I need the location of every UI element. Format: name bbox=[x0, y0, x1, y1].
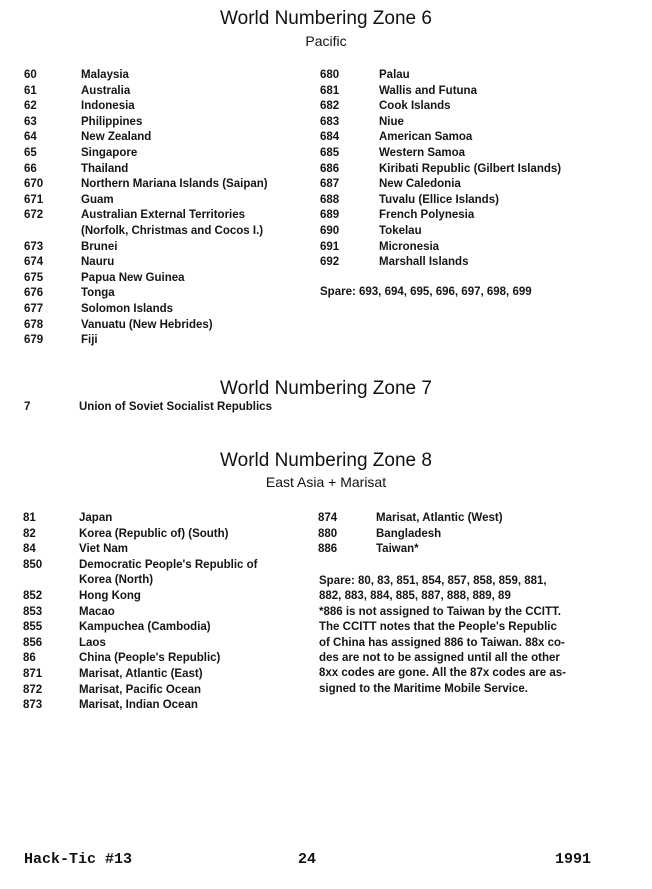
list-item bbox=[24, 333, 314, 349]
list-item bbox=[320, 99, 620, 115]
list-item bbox=[320, 162, 620, 178]
country-name: (Norfolk, Christmas and Cocos I.) bbox=[81, 224, 264, 237]
country-name: Taiwan* bbox=[376, 543, 419, 556]
list-item bbox=[23, 605, 313, 621]
country-code: 691 bbox=[320, 240, 340, 253]
country-name: Bangladesh bbox=[376, 527, 442, 540]
note-line: Spare: 80, 83, 851, 854, 857, 858, 859, 881, bbox=[319, 575, 547, 587]
country-name: Western Samoa bbox=[379, 146, 466, 159]
country-name: Thailand bbox=[81, 162, 129, 175]
country-name: Marisat, Indian Ocean bbox=[79, 699, 198, 712]
country-name: Japan bbox=[79, 512, 113, 524]
country-name: Kiribati Republic (Gilbert Islands) bbox=[379, 162, 562, 175]
list-item bbox=[23, 698, 313, 714]
note-line: *886 is not assigned to Taiwan by the CCITT. bbox=[319, 605, 561, 618]
country-name: Philippines bbox=[81, 115, 143, 128]
country-code: 675 bbox=[24, 271, 44, 284]
country-name: Vanuatu (New Hebrides) bbox=[81, 318, 213, 331]
list-item bbox=[318, 527, 618, 543]
country-code: 679 bbox=[24, 334, 44, 347]
country-code: 671 bbox=[24, 193, 44, 206]
country-code: 692 bbox=[320, 256, 340, 269]
list-item bbox=[23, 527, 313, 543]
country-code: 672 bbox=[24, 209, 44, 222]
list-item bbox=[320, 146, 620, 162]
country-code: 871 bbox=[23, 667, 43, 680]
country-name: Fiji bbox=[81, 334, 98, 347]
country-code: 682 bbox=[320, 100, 340, 113]
country-name: Indonesia bbox=[81, 100, 135, 113]
zone8-notes bbox=[319, 574, 619, 697]
list-item bbox=[320, 208, 620, 224]
country-name: Singapore bbox=[81, 146, 138, 159]
zone8-subtitle: East Asia + Marisat bbox=[265, 474, 387, 490]
country-name: Kampuchea (Cambodia) bbox=[79, 621, 211, 634]
country-code: 81 bbox=[23, 512, 36, 524]
country-code: 880 bbox=[318, 527, 338, 540]
country-code: 853 bbox=[23, 605, 43, 618]
country-code: 852 bbox=[23, 589, 43, 602]
list-item bbox=[24, 146, 314, 162]
list-item bbox=[23, 620, 313, 636]
country-name: Hong Kong bbox=[79, 589, 141, 602]
country-code: 674 bbox=[24, 256, 44, 269]
country-name: Nauru bbox=[81, 256, 115, 269]
country-code: 687 bbox=[320, 178, 340, 191]
country-name: Micronesia bbox=[379, 240, 440, 253]
list-item bbox=[23, 683, 313, 699]
list-item bbox=[320, 224, 620, 240]
country-code: 855 bbox=[23, 621, 43, 634]
country-code: 676 bbox=[24, 287, 44, 300]
note-line: 882, 883, 884, 885, 887, 888, 889, 89 bbox=[319, 590, 511, 603]
country-code: 84 bbox=[23, 543, 36, 556]
country-name: American Samoa bbox=[379, 131, 473, 144]
list-item bbox=[320, 240, 620, 256]
country-code: 673 bbox=[24, 240, 44, 253]
country-name: French Polynesia bbox=[379, 209, 475, 222]
country-name: Malaysia bbox=[81, 69, 129, 81]
country-code: 886 bbox=[318, 543, 338, 556]
list-item bbox=[23, 511, 313, 527]
list-item bbox=[320, 84, 620, 100]
country-name: Northern Mariana Islands (Saipan) bbox=[81, 178, 268, 191]
country-code: 677 bbox=[24, 302, 44, 315]
list-item bbox=[23, 667, 313, 683]
country-code: 874 bbox=[318, 512, 338, 524]
zone7-country: Union of Soviet Socialist Republics bbox=[79, 401, 272, 413]
list-item bbox=[24, 224, 314, 240]
country-code: 63 bbox=[24, 115, 37, 128]
list-item bbox=[318, 542, 618, 558]
country-name: New Caledonia bbox=[379, 178, 461, 191]
country-code: 689 bbox=[320, 209, 340, 222]
list-item bbox=[24, 240, 314, 256]
list-item bbox=[320, 115, 620, 131]
note-line: des are not to be assigned until all the other bbox=[319, 651, 560, 664]
country-name: Marshall Islands bbox=[379, 256, 469, 269]
list-item bbox=[24, 68, 314, 84]
zone6-title: World Numbering Zone 6 bbox=[220, 8, 432, 29]
country-code: 683 bbox=[320, 115, 340, 128]
list-item bbox=[24, 318, 314, 334]
country-name: Tokelau bbox=[379, 224, 422, 237]
country-name: Guam bbox=[81, 193, 114, 206]
country-name: Viet Nam bbox=[79, 543, 129, 556]
country-name: Papua New Guinea bbox=[81, 271, 185, 284]
country-name: Australia bbox=[81, 84, 131, 97]
list-item bbox=[24, 302, 314, 318]
list-item bbox=[23, 589, 313, 605]
zone8-left-list bbox=[23, 511, 313, 714]
list-item bbox=[24, 84, 314, 100]
list-item bbox=[23, 542, 313, 558]
country-name: Macao bbox=[79, 605, 115, 618]
country-name: Marisat, Atlantic (East) bbox=[79, 667, 203, 680]
country-name: Niue bbox=[379, 115, 404, 128]
country-name: Laos bbox=[79, 636, 106, 649]
list-item bbox=[320, 130, 620, 146]
list-item bbox=[23, 636, 313, 652]
country-name: Australian External Territories bbox=[81, 209, 246, 222]
list-item bbox=[318, 511, 618, 527]
country-code: 685 bbox=[320, 146, 340, 159]
country-code: 873 bbox=[23, 699, 43, 712]
list-item bbox=[320, 255, 620, 271]
country-code: 680 bbox=[320, 69, 340, 81]
list-item bbox=[23, 651, 313, 667]
note-line: of China has assigned 886 to Taiwan. 88x co- bbox=[319, 636, 565, 649]
country-code: 690 bbox=[320, 224, 340, 237]
country-code: 60 bbox=[24, 69, 37, 81]
list-item bbox=[24, 177, 314, 193]
country-code: 61 bbox=[24, 84, 37, 97]
country-code: 872 bbox=[23, 683, 43, 696]
list-item bbox=[23, 573, 313, 589]
zone6-subtitle: Pacific bbox=[305, 33, 347, 49]
zone6-left-list bbox=[24, 68, 314, 349]
zone7-title: World Numbering Zone 7 bbox=[220, 378, 432, 399]
list-item bbox=[24, 271, 314, 287]
country-code: 850 bbox=[23, 558, 43, 571]
country-name: Cook Islands bbox=[379, 100, 451, 113]
list-item bbox=[24, 208, 314, 224]
country-name: Brunei bbox=[81, 240, 118, 253]
country-code: 688 bbox=[320, 193, 340, 206]
country-name: Marisat, Atlantic (West) bbox=[376, 512, 503, 524]
country-name: Korea (North) bbox=[79, 574, 154, 587]
list-item bbox=[320, 68, 620, 84]
country-name: New Zealand bbox=[81, 131, 152, 144]
country-code: 86 bbox=[23, 652, 36, 665]
country-code: 66 bbox=[24, 162, 37, 175]
list-item bbox=[23, 558, 313, 574]
zone6-right-list bbox=[320, 68, 620, 271]
list-item bbox=[24, 99, 314, 115]
list-item bbox=[24, 193, 314, 209]
list-item bbox=[320, 193, 620, 209]
country-code: 678 bbox=[24, 318, 44, 331]
footer-year: 1991 bbox=[555, 851, 592, 868]
country-code: 64 bbox=[24, 131, 37, 144]
country-name: Tonga bbox=[81, 287, 115, 300]
country-code: 686 bbox=[320, 162, 340, 175]
country-name: Marisat, Pacific Ocean bbox=[79, 683, 202, 696]
country-code: 681 bbox=[320, 84, 340, 97]
country-code: 856 bbox=[23, 636, 43, 649]
country-code: 82 bbox=[23, 527, 36, 540]
country-name: Palau bbox=[379, 69, 410, 81]
country-name: Tuvalu (Ellice Islands) bbox=[379, 193, 499, 206]
list-item bbox=[24, 115, 314, 131]
list-item bbox=[320, 177, 620, 193]
list-item bbox=[24, 255, 314, 271]
country-code: 62 bbox=[24, 100, 37, 113]
list-item bbox=[24, 286, 314, 302]
zone7-code: 7 bbox=[24, 401, 31, 413]
country-name: China (People's Republic) bbox=[79, 652, 221, 665]
list-item bbox=[24, 130, 314, 146]
country-code: 65 bbox=[24, 146, 37, 159]
note-line: The CCITT notes that the People's Republic bbox=[319, 621, 557, 634]
list-item bbox=[24, 162, 314, 178]
note-line: 8xx codes are gone. All the 87x codes are as- bbox=[319, 667, 566, 680]
zone8-title: World Numbering Zone 8 bbox=[220, 450, 432, 471]
country-code: 670 bbox=[24, 178, 44, 191]
country-name: Democratic People's Republic of bbox=[79, 558, 258, 571]
zone6-spare-codes: Spare: 693, 694, 695, 696, 697, 698, 699 bbox=[320, 286, 532, 298]
footer-page-number: 24 bbox=[298, 851, 317, 868]
country-name: Solomon Islands bbox=[81, 302, 174, 315]
country-name: Wallis and Futuna bbox=[379, 84, 477, 97]
country-code: 684 bbox=[320, 131, 340, 144]
note-line: signed to the Maritime Mobile Service. bbox=[319, 682, 528, 695]
country-name: Korea (Republic of) (South) bbox=[79, 527, 229, 540]
zone8-right-list bbox=[318, 511, 618, 558]
footer-publication: Hack-Tic #13 bbox=[24, 851, 133, 868]
